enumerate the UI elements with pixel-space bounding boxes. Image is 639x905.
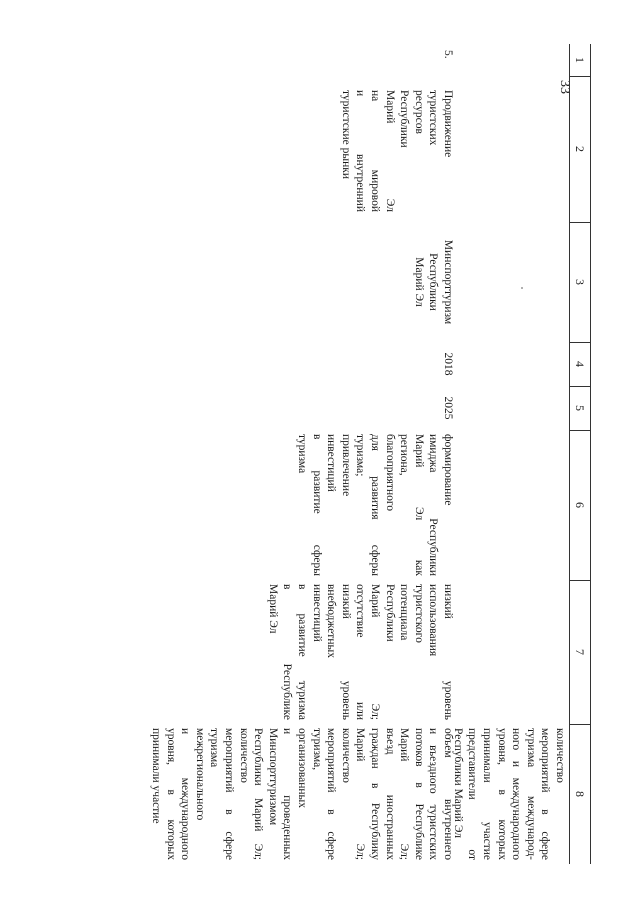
text-line: принимали участие (150, 728, 163, 824)
rotated-table (111, 44, 591, 864)
text-line: представители от (466, 728, 479, 860)
text-line: инвестиций (325, 434, 338, 492)
start-year-cell (440, 346, 455, 382)
header-col-2: 2 (573, 146, 587, 152)
text-line: внебюджетных (325, 584, 338, 658)
header-col-5: 5 (573, 405, 587, 411)
text-line: мероприятий в сфере (539, 728, 552, 860)
text-line: Республики Марий Эл; (252, 728, 265, 860)
text-line: туризма (296, 434, 309, 474)
text-line: количество (237, 728, 250, 783)
text-line: региона, (398, 434, 411, 476)
header-col-7: 7 (573, 649, 587, 655)
text-line: межрегионального (193, 728, 206, 821)
text-line: туризма; (354, 434, 367, 477)
text-line: и внутренний (354, 90, 367, 212)
text-line: Минспорттуризмом (266, 728, 279, 826)
text-line: количество (554, 728, 566, 783)
text-line: уровня, в которых (164, 728, 177, 860)
text-line: принимали участие (481, 728, 494, 860)
text-line: туризма международ- (524, 728, 537, 860)
text-line: Республики Марий Эл (451, 728, 464, 839)
text-line: Марий Эл; (354, 728, 367, 860)
text-line: 2018 (442, 352, 454, 376)
text-line: имиджа Республики (427, 434, 440, 576)
text-line: на мировой (369, 90, 382, 212)
indicators-cell (149, 728, 455, 860)
text-line: отсутствие или (354, 584, 367, 720)
header-col-8: 8 (573, 791, 587, 797)
text-line: использования (427, 584, 440, 657)
text-line: формирование (442, 434, 454, 506)
text-line: в развитие туризма (296, 584, 309, 720)
table-header-row (569, 44, 591, 864)
header-col-1: 1 (573, 57, 587, 63)
header-col-6: 6 (573, 502, 587, 508)
scan-speck (521, 287, 523, 289)
text-line: мероприятий в сфере (325, 728, 338, 860)
header-col-4: 4 (573, 361, 587, 367)
text-line: Марий Эл как (412, 434, 425, 576)
text-line: низкий уровень (442, 584, 454, 720)
text-line: объем внутреннего (442, 728, 454, 860)
text-line: благоприятного (383, 434, 396, 512)
text-line: Марий Эл (266, 584, 279, 634)
text-line: Республики (383, 584, 396, 642)
continuation-indicators-cell (450, 728, 567, 860)
executor-cell (411, 226, 455, 338)
text-line: ного и международного (510, 728, 523, 860)
text-line: 5. (442, 50, 454, 59)
text-line: Продвижение (442, 90, 454, 158)
risks-cell (265, 584, 455, 720)
text-line: Республики (398, 90, 411, 148)
text-line: Марий Эл; (398, 728, 411, 860)
text-line: Марий Эл (383, 90, 396, 212)
text-line: и въездного туристских (427, 728, 440, 860)
text-line: Марий Эл (412, 257, 425, 307)
text-line: граждан в Республику (369, 728, 382, 860)
text-line: Марий Эл; (369, 584, 382, 720)
text-line: туристских (427, 90, 440, 146)
text-line: организованных (296, 728, 309, 809)
text-line: туристского (412, 584, 425, 643)
header-col-3: 3 (573, 279, 587, 285)
text-line: Минспорттуризм (442, 239, 454, 325)
row-number (440, 50, 455, 74)
text-line: Республики (427, 253, 440, 311)
text-line: уровня, в которых (495, 728, 508, 860)
text-line: привлечение (339, 434, 352, 497)
text-line: низкий уровень (339, 584, 352, 720)
text-line: туризма (208, 728, 221, 768)
activity-name-cell (338, 90, 455, 212)
page-number: 33 (557, 80, 572, 94)
text-line: количество (339, 728, 352, 783)
text-line: мероприятий в сфере (223, 728, 236, 860)
text-line: 2025 (442, 396, 454, 420)
text-line: потенциала (398, 584, 411, 641)
text-line: потоков в Республике (412, 728, 425, 860)
text-line: в Республике (281, 584, 294, 720)
text-line: инвестиций (310, 584, 323, 642)
text-line: туристские рынки (339, 90, 352, 179)
end-year-cell (440, 390, 455, 426)
text-line: туризма, (310, 728, 323, 771)
text-line: в развитие сферы (310, 434, 323, 576)
text-line: и международного (179, 728, 192, 860)
text-line: въезд иностранных (383, 728, 396, 860)
text-line: для развития сферы (369, 434, 382, 576)
text-line: ресурсов (412, 90, 425, 134)
text-line: и проведенных (281, 728, 294, 860)
expected-result-cell (294, 434, 455, 576)
